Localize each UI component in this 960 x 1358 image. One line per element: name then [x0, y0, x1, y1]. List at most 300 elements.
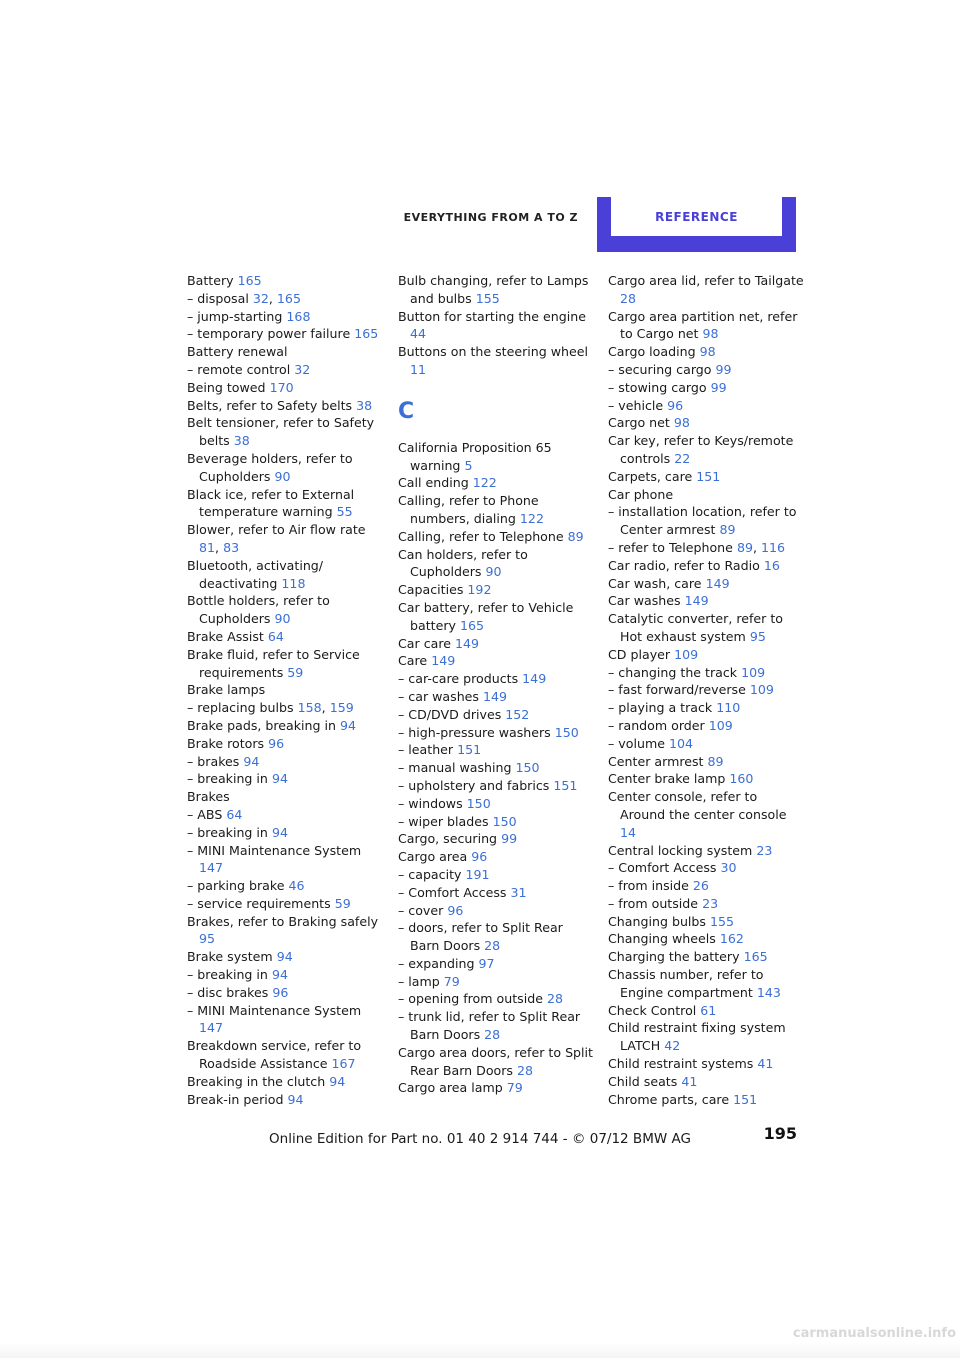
index-entry — [398, 759, 596, 777]
page-reference-link[interactable]: 55 — [336, 504, 353, 520]
page-reference-link[interactable]: 170 — [269, 379, 294, 395]
index-entry-text: – lamp — [398, 973, 440, 989]
index-entry — [608, 895, 806, 913]
page-reference-link[interactable]: 30 — [720, 860, 737, 876]
page-reference-link[interactable]: 155 — [710, 913, 735, 929]
index-entry — [187, 1091, 385, 1109]
index-entry-text: – MINI Maintenance System — [187, 1002, 362, 1018]
index-entry — [187, 646, 385, 682]
index-entry — [398, 1008, 596, 1044]
page-reference-link[interactable]: 149 — [522, 671, 547, 687]
index-entry-text: – fast forward/reverse — [608, 682, 746, 698]
index-entry-text: Cargo loading — [608, 344, 696, 360]
index-entry-text: – car washes — [398, 688, 479, 704]
index-entry — [398, 724, 596, 742]
index-entry — [398, 599, 596, 635]
index-column-3 — [608, 272, 806, 1108]
index-entry — [608, 272, 806, 308]
page-reference-link[interactable]: 38 — [233, 433, 250, 449]
index-entry — [398, 706, 596, 724]
index-entry — [608, 913, 806, 931]
page-reference-link[interactable]: 90 — [274, 611, 291, 627]
index-entry-text: – disposal — [187, 290, 249, 306]
index-entry — [187, 895, 385, 913]
page-reference-link[interactable]: 168 — [286, 308, 311, 324]
index-entry — [187, 397, 385, 415]
index-entry-text: Chassis number, refer to Engine compartment — [608, 967, 764, 1000]
page-reference-link[interactable]: 28 — [484, 1027, 501, 1043]
index-entry-text: Check Control — [608, 1002, 697, 1018]
index-entry-text: Battery renewal — [187, 344, 288, 360]
index-entry-text: – from outside — [608, 895, 699, 911]
index-entry — [187, 308, 385, 326]
page-reference-link[interactable]: 89 — [567, 528, 584, 544]
index-entry-text: – upholstery and fabrics — [398, 777, 550, 793]
index-entry-text: – CD/DVD drives — [398, 706, 502, 722]
index-entry — [608, 414, 806, 432]
index-entry-text: Bulb changing, refer to Lamps and bulbs — [398, 273, 589, 306]
index-entry — [398, 919, 596, 955]
index-entry — [398, 492, 596, 528]
page-reference-link[interactable]: 96 — [471, 849, 488, 865]
index-entry — [608, 966, 806, 1002]
index-entry-text: – from inside — [608, 878, 689, 894]
page-reference-link[interactable]: 151 — [553, 777, 578, 793]
index-entry-text: Belts, refer to Safety belts — [187, 397, 353, 413]
index-entry — [398, 635, 596, 653]
index-entry — [608, 486, 806, 504]
index-entry-text: – changing the track — [608, 664, 738, 680]
index-entry — [187, 290, 385, 308]
page-reference-link[interactable]: 149 — [431, 653, 456, 669]
index-entry — [398, 830, 596, 848]
index-entry-text: – temporary power failure — [187, 326, 351, 342]
page-reference-link[interactable]: 89 — [707, 753, 724, 769]
index-entry-text: Brake fluid, refer to Service requirements — [187, 646, 360, 680]
index-entry-text: – car-care products — [398, 671, 519, 687]
index-entry-text: Bluetooth, activating/ deactivating — [187, 557, 324, 591]
index-entry-text: California Proposition 65 warning — [398, 439, 552, 473]
index-entry-text: Brake rotors — [187, 735, 265, 751]
index-entry-text: Central locking system — [608, 842, 753, 858]
page-reference-link[interactable]: 81 — [199, 539, 216, 555]
index-entry — [398, 343, 596, 379]
page-reference-link[interactable]: 165 — [743, 949, 768, 965]
index-entry-text: Bottle holders, refer to Cupholders — [187, 593, 330, 627]
page-reference-link[interactable]: 191 — [465, 866, 490, 882]
page-reference-link[interactable]: 98 — [673, 415, 690, 431]
index-entry-text: – parking brake — [187, 878, 285, 894]
page-reference-link[interactable]: 31 — [510, 884, 527, 900]
index-entry — [608, 699, 806, 717]
page-reference-link[interactable]: 41 — [681, 1073, 698, 1089]
page-reference-link[interactable]: 98 — [702, 326, 719, 342]
page-reference-link[interactable]: 90 — [274, 468, 291, 484]
index-entry — [608, 1055, 806, 1073]
page-reference-link[interactable]: 165 — [237, 273, 262, 288]
index-entry-text: Call ending — [398, 475, 469, 491]
index-entry-text: – doors, refer to Split Rear Barn Doors — [398, 920, 563, 954]
page-reference-link[interactable]: 118 — [281, 575, 306, 591]
index-entry-text: Cargo, securing — [398, 831, 498, 847]
page-reference-link[interactable]: 99 — [710, 379, 727, 395]
index-entry — [398, 973, 596, 991]
index-entry-text: Brake system — [187, 949, 273, 965]
page-separator: , — [752, 539, 757, 555]
index-entry — [398, 688, 596, 706]
index-entry-text: Car key, refer to Keys/remote controls — [608, 433, 794, 466]
page-reference-link[interactable]: 26 — [692, 878, 709, 894]
index-entry-text: Capacities — [398, 582, 464, 598]
page-reference-link[interactable]: 158 — [297, 700, 322, 716]
index-entry — [187, 414, 385, 450]
index-entry-text: Belt tensioner, refer to Safety belts — [187, 415, 375, 449]
index-entry-text: Buttons on the steering wheel — [398, 344, 589, 360]
index-entry — [187, 343, 385, 361]
page-reference-link[interactable]: 95 — [199, 931, 216, 947]
index-entry-text: – wiper blades — [398, 813, 489, 829]
index-entry — [187, 1002, 385, 1038]
index-entry — [187, 717, 385, 735]
page-reference-link[interactable]: 147 — [199, 1020, 224, 1036]
page-reference-link[interactable]: 42 — [664, 1038, 681, 1054]
index-entry — [608, 503, 806, 539]
index-entry-text: – windows — [398, 795, 463, 811]
index-entry — [398, 795, 596, 813]
index-entry — [187, 699, 385, 717]
page-reference-link[interactable]: 94 — [340, 717, 357, 733]
index-entry-text: – stowing cargo — [608, 379, 707, 395]
page-reference-link[interactable]: 94 — [271, 824, 288, 840]
page-reference-link[interactable]: 162 — [719, 931, 744, 947]
page-separator: , — [215, 539, 220, 555]
page-reference-link[interactable]: 96 — [667, 397, 684, 413]
index-entry-text: Brake Assist — [187, 628, 264, 644]
page-reference-link[interactable]: 150 — [554, 724, 579, 740]
index-entry-text: Care — [398, 653, 428, 669]
index-entry-text: Break-in period — [187, 1091, 284, 1107]
index-entry-text: Cargo area partition net, refer to Cargo net — [608, 308, 798, 342]
index-entry — [608, 770, 806, 788]
page-reference-link[interactable]: 94 — [276, 949, 293, 965]
index-entry — [608, 539, 806, 557]
page-reference-link[interactable]: 28 — [517, 1062, 534, 1078]
page-reference-link[interactable]: 23 — [702, 895, 719, 911]
page-reference-link[interactable]: 94 — [287, 1091, 304, 1107]
index-entry-text: – expanding — [398, 955, 475, 971]
page-reference-link[interactable]: 150 — [515, 760, 540, 776]
page-reference-link[interactable]: 122 — [519, 510, 544, 526]
index-entry-text: – volume — [608, 735, 665, 751]
page-reference-link[interactable]: 109 — [708, 717, 733, 733]
index-entry — [608, 575, 806, 593]
index-entry — [608, 1073, 806, 1091]
index-entry — [608, 717, 806, 735]
index-entry — [608, 1091, 806, 1109]
index-entry — [608, 361, 806, 379]
index-entry — [608, 308, 806, 344]
page-reference-link[interactable]: 28 — [620, 290, 637, 306]
index-column-1 — [187, 272, 385, 1108]
index-entry — [608, 610, 806, 646]
page-reference-link[interactable]: 59 — [334, 895, 351, 911]
index-entry — [187, 842, 385, 878]
index-entry-text: Child restraint fixing system LATCH — [608, 1020, 786, 1054]
page-reference-link[interactable]: 151 — [457, 742, 482, 758]
page-reference-link[interactable]: 95 — [749, 628, 766, 644]
page-reference-link[interactable]: 98 — [699, 344, 716, 360]
index-entry-text: – leather — [398, 742, 454, 758]
index-entry — [398, 813, 596, 831]
page-reference-link[interactable]: 96 — [268, 735, 285, 751]
page-reference-link[interactable]: 96 — [272, 984, 289, 1000]
page-reference-link[interactable]: 23 — [756, 842, 773, 858]
index-entry-text: – capacity — [398, 866, 462, 882]
index-entry-text: Beverage holders, refer to Cupholders — [187, 450, 353, 484]
index-entry-text: Black ice, refer to External temperature warning — [187, 486, 355, 520]
index-entry — [187, 592, 385, 628]
index-entry — [608, 379, 806, 397]
index-entry-text: Car battery, refer to Vehicle battery — [398, 599, 574, 633]
page-reference-link[interactable]: 151 — [696, 468, 721, 484]
page-reference-link[interactable]: 97 — [478, 955, 495, 971]
page-reference-link[interactable]: 22 — [674, 450, 691, 466]
page-reference-link[interactable]: 79 — [443, 973, 460, 989]
page-reference-link[interactable]: 5 — [464, 457, 473, 473]
index-entry-text: Center armrest — [608, 753, 704, 769]
index-entry — [608, 877, 806, 895]
index-entry-text: Being towed — [187, 379, 266, 395]
index-entry — [398, 777, 596, 795]
index-entry — [187, 770, 385, 788]
index-entry — [187, 966, 385, 984]
index-entry-text: Brake lamps — [187, 682, 266, 698]
index-entry-text: Calling, refer to Phone numbers, dialing — [398, 493, 539, 526]
page-reference-link[interactable]: 44 — [410, 326, 427, 342]
index-entry — [608, 681, 806, 699]
page-reference-link[interactable]: 150 — [466, 795, 491, 811]
index-entry — [187, 450, 385, 486]
index-entry — [608, 859, 806, 877]
index-entry — [608, 842, 806, 860]
page-reference-link[interactable]: 152 — [505, 706, 530, 722]
index-entry — [608, 1019, 806, 1055]
page-reference-link[interactable]: 110 — [716, 700, 741, 716]
index-entry-text: Cargo net — [608, 415, 670, 431]
index-entry-text: – installation location, refer to Center armrest — [608, 504, 797, 538]
index-entry-text: Car care — [398, 635, 451, 651]
page-reference-link[interactable]: 94 — [243, 753, 260, 769]
page-reference-link[interactable]: 94 — [271, 771, 288, 787]
index-entry-text: Breakdown service, refer to Roadside Assistance — [187, 1038, 362, 1072]
index-entry-text: Child restraint systems — [608, 1056, 754, 1072]
index-entry-text: – remote control — [187, 361, 291, 377]
reference-tab — [597, 197, 796, 252]
page-reference-link[interactable]: 64 — [226, 806, 243, 822]
index-entry — [398, 272, 596, 308]
index-entry — [608, 646, 806, 664]
index-entry-text: – Comfort Access — [608, 860, 717, 876]
page-reference-link[interactable]: 149 — [684, 593, 709, 609]
index-entry — [608, 664, 806, 682]
index-entry — [398, 848, 596, 866]
index-entry — [398, 581, 596, 599]
index-entry-text: CD player — [608, 646, 671, 662]
index-entry — [187, 753, 385, 771]
index-entry — [187, 948, 385, 966]
index-entry-text: – trunk lid, refer to Split Rear Barn Doors — [398, 1009, 581, 1043]
page-reference-link[interactable]: 143 — [756, 984, 781, 1000]
index-entry-text: Changing bulbs — [608, 913, 706, 929]
page-reference-link[interactable]: 155 — [475, 290, 500, 306]
page-reference-link[interactable]: 28 — [484, 938, 501, 954]
page-reference-link[interactable]: 46 — [288, 878, 305, 894]
page-reference-link[interactable]: 109 — [674, 646, 699, 662]
index-entry-text: Center brake lamp — [608, 771, 726, 787]
index-entry — [398, 1079, 596, 1097]
page-reference-link[interactable]: 83 — [223, 539, 240, 555]
page-reference-link[interactable]: 99 — [715, 361, 732, 377]
index-column-2 — [398, 272, 596, 1097]
page-reference-link[interactable]: 79 — [506, 1080, 523, 1096]
index-entry — [187, 486, 385, 522]
index-entry — [187, 379, 385, 397]
index-entry-text: Brakes, refer to Braking safely — [187, 913, 379, 929]
index-entry-text: Charging the battery — [608, 949, 740, 965]
index-entry — [187, 521, 385, 557]
index-entry-text: – high-pressure washers — [398, 724, 551, 740]
index-entry — [187, 681, 385, 699]
index-entry — [187, 1037, 385, 1073]
index-entry-text: Carpets, care — [608, 468, 693, 484]
index-entry — [187, 557, 385, 593]
index-entry-text: – brakes — [187, 753, 240, 769]
index-entry — [398, 955, 596, 973]
index-entry-text: Car washes — [608, 593, 681, 609]
page-reference-link[interactable]: 159 — [329, 700, 354, 716]
index-entry — [398, 652, 596, 670]
index-entry — [398, 866, 596, 884]
page-reference-link[interactable]: 149 — [483, 688, 508, 704]
page-reference-link[interactable]: 89 — [719, 522, 736, 538]
page-reference-link[interactable]: 11 — [410, 361, 427, 377]
page-reference-link[interactable]: 122 — [472, 475, 497, 491]
page-reference-link[interactable]: 192 — [467, 582, 492, 598]
index-entry-text: Cargo area lamp — [398, 1080, 503, 1096]
index-entry — [398, 741, 596, 759]
index-entry — [608, 930, 806, 948]
index-entry-text: – breaking in — [187, 824, 268, 840]
page-reference-link[interactable]: 151 — [733, 1091, 758, 1107]
index-entry — [608, 592, 806, 610]
index-entry-text: – playing a track — [608, 700, 713, 716]
index-entry-text: – MINI Maintenance System — [187, 842, 362, 858]
index-entry-text: Car radio, refer to Radio — [608, 557, 760, 573]
index-entry — [398, 1044, 596, 1080]
page-separator: , — [268, 290, 273, 306]
index-entry-text: Brake pads, breaking in — [187, 717, 337, 733]
page-reference-link[interactable]: 38 — [356, 397, 373, 413]
page-reference-link[interactable]: 160 — [729, 771, 754, 787]
page-reference-link[interactable]: 165 — [354, 326, 379, 342]
index-entry-text: – opening from outside — [398, 991, 543, 1007]
index-entry-text: – random order — [608, 717, 705, 733]
page-reference-link[interactable]: 89 — [736, 539, 753, 555]
page-reference-link[interactable]: 116 — [761, 539, 786, 555]
index-entry — [187, 325, 385, 343]
section-title: EVERYTHING FROM A TO Z — [403, 211, 578, 224]
index-entry-text: Chrome parts, care — [608, 1091, 730, 1107]
page-reference-link[interactable]: 41 — [757, 1056, 774, 1072]
index-entry — [187, 806, 385, 824]
index-entry — [608, 753, 806, 771]
page-reference-link[interactable]: 167 — [331, 1056, 356, 1072]
page-reference-link[interactable]: 104 — [668, 735, 694, 751]
page-reference-link[interactable]: 14 — [620, 824, 637, 840]
page-reference-link[interactable]: 147 — [199, 860, 224, 876]
index-entry — [608, 735, 806, 753]
index-entry-text: – refer to Telephone — [608, 539, 733, 555]
index-entry — [398, 902, 596, 920]
page-reference-link[interactable]: 109 — [741, 664, 766, 680]
index-entry-text: Child seats — [608, 1073, 678, 1089]
index-entry-text: Blower, refer to Air flow rate — [187, 522, 366, 538]
index-entry-text: – service requirements — [187, 895, 331, 911]
page-reference-link[interactable]: 90 — [485, 564, 502, 580]
index-entry-text: – securing cargo — [608, 361, 712, 377]
index-entry — [398, 474, 596, 492]
page-reference-link[interactable]: 64 — [267, 628, 284, 644]
index-entry-text: Breaking in the clutch — [187, 1073, 326, 1089]
index-entry — [187, 913, 385, 949]
index-entry-text: Cargo area — [398, 849, 468, 865]
index-entry-text: – vehicle — [608, 397, 664, 413]
index-entry — [608, 468, 806, 486]
index-entry — [187, 1073, 385, 1091]
page-reference-link[interactable]: 61 — [700, 1002, 717, 1018]
page-reference-link[interactable]: 109 — [749, 682, 774, 698]
page-reference-link[interactable]: 99 — [501, 831, 518, 847]
footer-edition-note: Online Edition for Part no. 01 40 2 914 744 - © 07/12 BMW AG — [269, 1131, 691, 1147]
page-reference-link[interactable]: 32 — [294, 361, 311, 377]
index-entry — [608, 397, 806, 415]
index-entry — [187, 272, 385, 290]
page-reference-link[interactable]: 149 — [705, 575, 730, 591]
page-reference-link[interactable]: 94 — [329, 1073, 346, 1089]
page-reference-link[interactable]: 149 — [455, 635, 480, 651]
page-reference-link[interactable]: 165 — [276, 290, 301, 306]
index-entry-text: – disc brakes — [187, 984, 269, 1000]
index-entry — [187, 788, 385, 806]
page-reference-link[interactable]: 32 — [252, 290, 269, 306]
index-entry-text: Catalytic converter, refer to Hot exhaust system — [608, 611, 783, 644]
page-reference-link[interactable]: 59 — [287, 664, 304, 680]
page-reference-link[interactable]: 150 — [492, 813, 517, 829]
page-reference-link[interactable]: 94 — [271, 967, 288, 983]
page-reference-link[interactable]: 165 — [459, 617, 485, 633]
page-reference-link[interactable]: 16 — [763, 557, 780, 573]
page-reference-link[interactable]: 96 — [447, 902, 464, 918]
index-entry-text: – replacing bulbs — [187, 700, 294, 716]
index-entry — [187, 361, 385, 379]
page-reference-link[interactable]: 28 — [546, 991, 563, 1007]
index-entry-text: – manual washing — [398, 760, 512, 776]
index-entry — [398, 670, 596, 688]
index-entry — [187, 735, 385, 753]
index-entry — [398, 528, 596, 546]
index-entry — [608, 557, 806, 575]
index-entry-text: Cargo area lid, refer to Tailgate — [608, 273, 804, 288]
